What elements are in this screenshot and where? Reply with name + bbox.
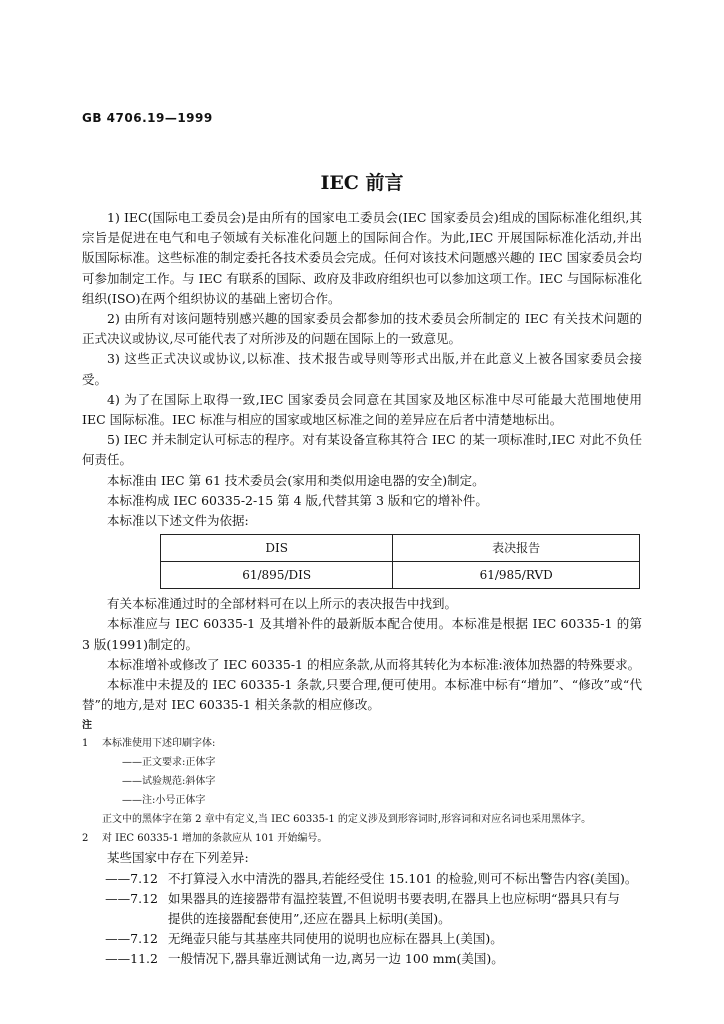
paragraph-1: 1) IEC(国际电工委员会)是由所有的国家电工委员会(IEC 国家委员会)组成的国际标准化组织,其宗旨是促进在电气和电子领域有关标准化问题上的国际间合作。为此,IEC 开展国际标准化活动,并出版国际标准。这些标准的制定委托各技术委员会完成。任何对该技术问题感兴趣的 IEC 国家委员会均可参加制定工作。与 IEC 有联系的国际、政府及非政府组织也可以参加这项工作。IEC 与国际标准化组织(ISO)在两个组织协议的基础上密切合作。 [82, 210, 642, 306]
page-title: IEC 前言 [320, 172, 404, 194]
note-1 [82, 734, 642, 753]
variant-item [82, 949, 642, 969]
variant-text: 如果器具的连接器带有温控装置,不但说明书要表明,在器具上也应标明“器具只有与 [168, 890, 620, 906]
variant-text: 一般情况下,器具靠近测试角一边,离另一边 100 mm(美国)。 [168, 951, 504, 967]
table-cell: 61/985/RVD [393, 562, 640, 589]
note-list-item: ——试验规范:斜体字 [122, 776, 216, 788]
paragraph-use-with: 本标准应与 IEC 60335-1 及其增补件的最新版本配合使用。本标准是根据 IEC 60335-1 的第 3 版(1991)制定的。 [82, 616, 642, 652]
variant-clause: ——7.12 [105, 931, 158, 947]
table-cell: 61/895/DIS [161, 562, 393, 589]
variant-clause: ——7.12 [105, 890, 158, 906]
note-list-item: ——注:小号正体字 [122, 795, 206, 807]
note-number: 1 [82, 738, 89, 750]
variant-clause: ——11.2 [105, 951, 158, 967]
variant-text: 无绳壶只能与其基座共同使用的说明也应标在器具上(美国)。 [168, 931, 503, 947]
table-row [161, 562, 640, 589]
variant-item [82, 869, 642, 889]
variant-continuation: 提供的连接器配套使用”,还应在器具上标明(美国)。 [168, 911, 451, 927]
paragraph-edition: 本标准构成 IEC 60335-2-15 第 4 版,代替其第 3 版和它的增补件。 [107, 492, 488, 508]
table-header-row [161, 535, 640, 562]
notes-heading: 注 [82, 720, 92, 732]
paragraph-3: 3) 这些正式决议或协议,以标准、技术报告或导则等形式出版,并在此意义上被各国家委员会接受。 [82, 351, 642, 387]
paragraph-4: 4) 为了在国际上取得一致,IEC 国家委员会同意在其国家及地区标准中尽可能最大范围地使用 IEC 国际标准。IEC 标准与相应的国家或地区标准之间的差异应在后者中清楚地标出。 [82, 391, 642, 428]
notes-block [82, 734, 642, 848]
note-extra: 正文中的黑体字在第 2 章中有定义,当 IEC 60335-1 的定义涉及到形容词时,形容词和对应名词也采用黑体字。 [102, 814, 592, 826]
variants-list [82, 869, 642, 970]
variant-clause: ——7.12 [105, 870, 158, 886]
paragraph-2: 2) 由所有对该问题特别感兴趣的国家委员会都参加的技术委员会所制定的 IEC 有关技术问题的正式决议或协议,尽可能代表了对所涉及的问题在国际上的一致意见。 [82, 311, 642, 347]
note-list-item: ——正文要求:正体字 [122, 757, 216, 769]
paragraph-supplements: 本标准增补或修改了 IEC 60335-1 的相应条款,从而将其转化为本标准:液体加热器的特殊要求。 [107, 656, 641, 672]
standard-number: GB 4706.19—1999 [82, 111, 213, 125]
variant-item [82, 929, 642, 949]
document-body [82, 208, 642, 970]
paragraph-committee: 本标准由 IEC 第 61 技术委员会(家用和类似用途电器的安全)制定。 [107, 472, 485, 488]
paragraph-5: 5) IEC 并未制定认可标志的程序。对有某设备宣称其符合 IEC 的某一项标准时,IEC 对此不负任何责任。 [82, 432, 642, 468]
paragraph-basis: 本标准以下述文件为依据: [107, 513, 249, 529]
table-header-cell: DIS [161, 535, 393, 562]
note-text: 对 IEC 60335-1 增加的条款应从 101 开始编号。 [102, 833, 328, 845]
paragraph-unmentioned: 本标准中未提及的 IEC 60335-1 条款,只要合理,便可使用。本标准中标有“增加”、“修改”或“代替”的地方,是对 IEC 60335-1 相关条款的相应修改。 [82, 677, 642, 713]
note-number: 2 [82, 833, 89, 845]
variant-item [82, 889, 642, 909]
paragraph-materials: 有关本标准通过时的全部材料可在以上所示的表决报告中找到。 [107, 596, 458, 612]
document-table [160, 534, 640, 589]
variant-text: 不打算浸入水中清洗的器具,若能经受住 15.101 的检验,则可不标出警告内容(美国)。 [168, 870, 638, 886]
note-2 [82, 829, 642, 848]
variants-intro: 某些国家中存在下列差异: [107, 850, 249, 866]
note-text: 本标准使用下述印刷字体: [102, 738, 216, 750]
table-header-cell: 表决报告 [393, 535, 640, 562]
